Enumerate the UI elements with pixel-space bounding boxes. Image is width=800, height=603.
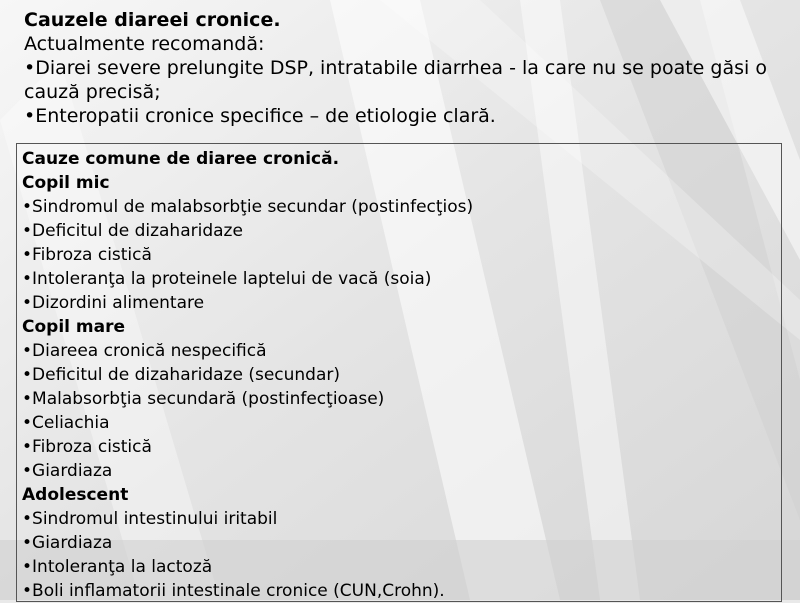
list-item: •Fibroza cistică	[22, 245, 152, 265]
list-item: •Celiachia	[22, 413, 110, 433]
box-title: Cauze comune de diaree cronică.	[22, 149, 340, 169]
list-item: •Malabsorbţia secundară (postinfecţioase)	[22, 389, 385, 409]
list-item: •Deficitul de dizaharidaze	[22, 221, 243, 241]
list-item: •Giardiaza	[22, 533, 113, 553]
slide-header	[24, 8, 794, 128]
list-item: •Intoleranţa la lactoză	[22, 557, 213, 577]
group-heading: Copil mic	[22, 173, 110, 193]
header-bullet: •Diarei severe prelungite DSP, intratabile diarrhea - la care nu se poate găsi o cauză precisă;	[24, 57, 767, 103]
list-item: •Dizordini alimentare	[22, 293, 205, 313]
causes-box	[16, 143, 782, 602]
group-heading: Adolescent	[22, 485, 129, 505]
list-item: •Deficitul de dizaharidaze (secundar)	[22, 365, 341, 385]
list-item: •Fibroza cistică	[22, 437, 152, 457]
header-bullet: •Enteropatii cronice specifice – de etiologie clară.	[24, 105, 496, 127]
list-item: •Giardiaza	[22, 461, 113, 481]
list-item: •Boli inflamatorii intestinale cronice (CUN,Crohn).	[22, 581, 445, 601]
list-item: •Diareea cronică nespecifică	[22, 341, 267, 361]
list-item: •Sindromul intestinului iritabil	[22, 509, 278, 529]
header-line: Actualmente recomandă:	[24, 33, 265, 55]
slide-title: Cauzele diareei cronice.	[24, 9, 281, 31]
list-item: •Sindromul de malabsorbţie secundar (postinfecţios)	[22, 197, 474, 217]
group-heading: Copil mare	[22, 317, 125, 337]
list-item: •Intoleranţa la proteinele laptelui de vacă (soia)	[22, 269, 432, 289]
